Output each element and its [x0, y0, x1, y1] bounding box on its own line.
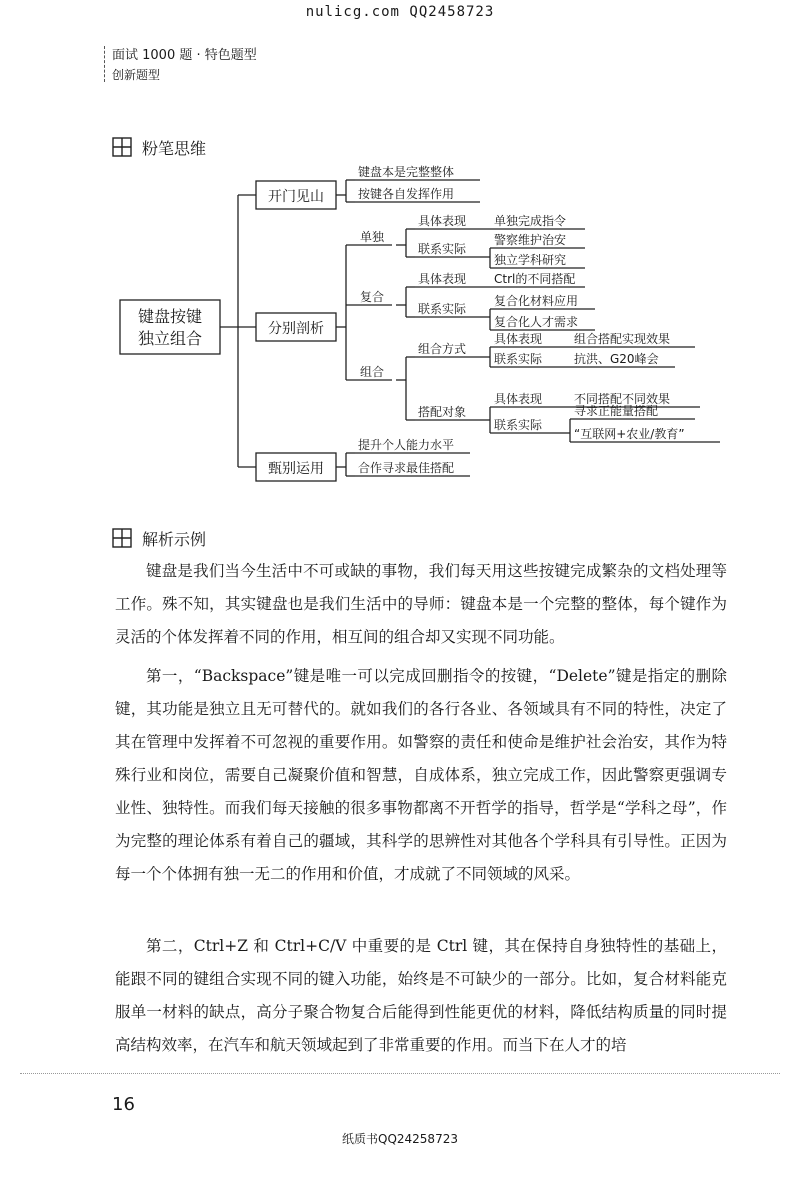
section-marker-icon — [112, 528, 132, 548]
paragraph-3: 第二，Ctrl+Z 和 Ctrl+C/V 中重要的是 Ctrl 键，其在保持自身独特性的基础上，能跟不同的键组合实现不同的键入功能，始终是不可缺少的一部分。比如，复合材料能克服单一材料的缺点，高分子聚合物复合后能得到性能更优的材料，降低结构质量的同时提高结构效率，在汽车和航天领域起到了非常重要的作用。而当下在人才的培 — [115, 937, 727, 1054]
fu-contact-val-1: 复合化材料应用 — [494, 294, 579, 308]
leaf-b1-2: 按键各自发挥作用 — [358, 187, 455, 201]
zu-way: 组合方式 — [418, 342, 467, 356]
branch-fenbie: 分别剖析 — [268, 321, 324, 337]
zu-way-specific-val: 组合搭配实现效果 — [574, 332, 671, 346]
node-dan: 单独 — [360, 230, 385, 244]
zu-target-contact: 联系实际 — [494, 418, 543, 432]
paragraph-1: 键盘是我们当今生活中不可或缺的事物，我们每天用这些按键完成繁杂的文档处理等工作。殊不知，其实键盘也是我们生活中的导师：键盘本是一个完整的整体，每个键作为灵活的个体发挥着不同的作用，相互间的组合却又实现不同功能。 — [115, 562, 727, 646]
page-number: 16 — [112, 1094, 135, 1115]
section-marker-icon — [112, 137, 132, 157]
zu-target-specific: 具体表现 — [494, 392, 543, 406]
running-header-subtitle: 创新题型 — [112, 68, 161, 82]
zu-target: 搭配对象 — [418, 405, 467, 419]
section-title-mindmap: 粉笔思维 — [142, 139, 207, 158]
node-zu: 组合 — [360, 365, 385, 379]
dan-contact-val-1: 警察维护治安 — [494, 233, 567, 247]
zu-way-specific: 具体表现 — [494, 332, 543, 346]
scan-artifact-line — [20, 1073, 780, 1074]
fu-contact-val-2: 复合化人才需求 — [494, 315, 579, 329]
branch-zhenbie: 甄别运用 — [268, 461, 324, 477]
dan-specific-val: 单独完成指令 — [494, 214, 567, 228]
bottom-watermark: 纸质书QQ24258723 — [342, 1132, 458, 1146]
mindmap-root-line2: 独立组合 — [137, 329, 203, 348]
fu-specific: 具体表现 — [418, 272, 467, 286]
zu-way-contact: 联系实际 — [494, 352, 543, 366]
node-fu: 复合 — [360, 290, 385, 304]
leaf-b1-1: 键盘本是完整整体 — [358, 165, 455, 179]
dan-contact-val-2: 独立学科研究 — [494, 253, 567, 267]
fu-contact: 联系实际 — [418, 302, 467, 316]
zu-target-contact-val-2: “互联网+农业/教育” — [574, 427, 685, 441]
branch-kaimen: 开门见山 — [268, 189, 324, 205]
dan-contact: 联系实际 — [418, 242, 467, 256]
mind-map — [110, 160, 750, 490]
fu-specific-val: Ctrl的不同搭配 — [494, 272, 576, 286]
leaf-b3-2: 合作寻求最佳搭配 — [358, 461, 455, 475]
section-title-example: 解析示例 — [142, 530, 207, 549]
paragraph-2: 第一，“Backspace”键是唯一可以完成回删指令的按键，“Delete”键是指定的删除键，其功能是独立且无可替代的。就如我们的各行各业、各领域具有不同的特性，决定了其在管理中发挥着不可忽视的重要作用。如警察的责任和使命是维护社会治安，其作为特殊行业和岗位，需要自己凝聚价值和智慧，自成体系，独立完成工作，因此警察更强调专业性、独特性。而我们每天接触的很多事物都离不开哲学的指导，哲学是“学科之母”，作为完整的理论体系有着自己的疆域，其科学的思辨性对其他各个学科具有引导性。正因为每一个个体拥有独一无二的作用和价值，才成就了不同领域的风采。 — [115, 667, 727, 883]
zu-target-contact-val-1: 寻求正能量搭配 — [574, 404, 659, 418]
running-header-title: 面试 1000 题 · 特色题型 — [112, 48, 257, 63]
header-rule — [104, 46, 105, 82]
dan-specific: 具体表现 — [418, 214, 467, 228]
mindmap-root-line1: 键盘按键 — [137, 307, 203, 326]
zu-target-specific-val: 不同搭配不同效果 — [574, 392, 671, 406]
top-watermark: nulicg.com QQ2458723 — [305, 4, 495, 20]
leaf-b3-1: 提升个人能力水平 — [358, 438, 455, 452]
zu-way-contact-val: 抗洪、G20峰会 — [574, 352, 659, 366]
